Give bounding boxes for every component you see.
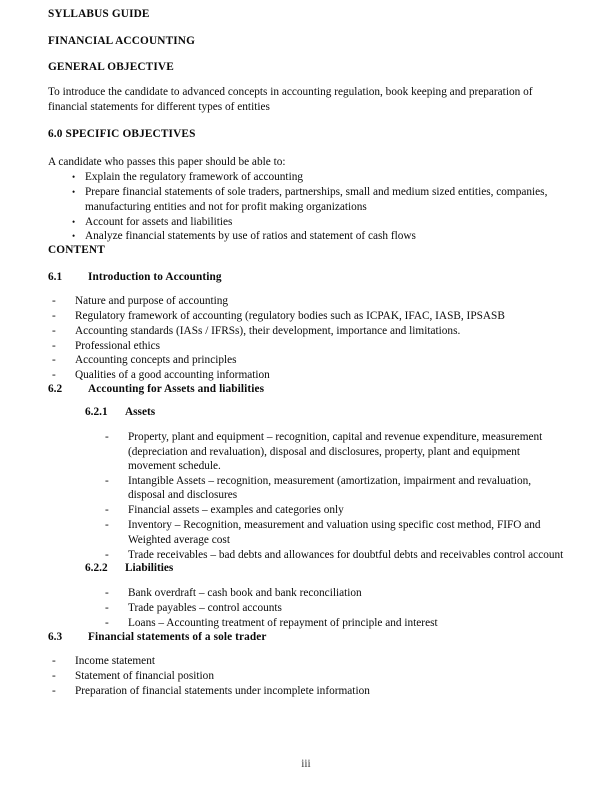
- bullet-dash-icon: -: [105, 548, 109, 561]
- list-item: [52, 294, 566, 308]
- subsection-heading: [48, 406, 566, 419]
- list-item-text: Trade payables – control accounts: [128, 602, 282, 615]
- subsection-title: Liabilities: [125, 562, 174, 575]
- list-item-text: Inventory – Recognition, measurement and valuation using specific cost method, FIFO and Weighted average cost: [128, 519, 541, 546]
- list-item: [52, 339, 566, 353]
- bullet-dash-icon: -: [105, 431, 109, 444]
- bullet-dash-icon: -: [52, 294, 56, 307]
- section-number: 6.1: [48, 270, 63, 283]
- document-title: SYLLABUS GUIDE: [48, 8, 150, 20]
- page-content: [48, 8, 566, 699]
- list-item: [52, 324, 566, 338]
- bullet-dot-icon: •: [72, 172, 76, 183]
- list-item: [52, 368, 566, 382]
- section-heading: [48, 383, 566, 396]
- list-item: [52, 309, 566, 323]
- list-item: [105, 430, 566, 473]
- list-item-text: Preparation of financial statements under incomplete information: [75, 684, 370, 697]
- bullet-dash-icon: -: [105, 617, 109, 630]
- list-item-text: Financial assets – examples and categories only: [128, 504, 344, 517]
- list-item: [105, 586, 566, 600]
- list-item: [52, 654, 566, 668]
- bullet-dot-icon: •: [72, 231, 76, 242]
- bullet-dash-icon: -: [52, 684, 56, 697]
- content-heading: CONTENT: [48, 244, 105, 257]
- subsection-number: 6.2.2: [85, 562, 108, 575]
- list-item-text: Income statement: [75, 655, 155, 668]
- subsection-title: Assets: [125, 406, 156, 419]
- general-objective-heading: GENERAL OBJECTIVE: [48, 61, 174, 73]
- section-title: Accounting for Assets and liabilities: [88, 383, 265, 396]
- section-title: Introduction to Accounting: [88, 270, 222, 283]
- list-item-text: Intangible Assets – recognition, measurement (amortization, impairment and revaluation, disposal and disclosures: [128, 474, 532, 502]
- list-item: [52, 669, 566, 683]
- list-item-text: Trade receivables – bad debts and allowances for doubtful debts and receivables control account: [128, 548, 564, 561]
- list-item-text: Accounting standards (IASs / IFRSs), their development, importance and limitations.: [75, 324, 461, 337]
- list-item: [72, 229, 566, 243]
- section-item-list: [48, 294, 566, 383]
- list-item: [105, 474, 566, 503]
- list-item: [72, 170, 566, 184]
- list-item-text: Nature and purpose of accounting: [75, 294, 229, 307]
- section-heading: [48, 271, 566, 284]
- subsection-item-list: [48, 586, 566, 630]
- subsection-item-list: [48, 430, 566, 562]
- list-item-text: Prepare financial statements of sole traders, partnerships, small and medium sized entities, companies, manufacturing entities and not for profit making organizations: [85, 186, 548, 213]
- bullet-dash-icon: -: [105, 602, 109, 615]
- subsection-number: 6.2.1: [85, 406, 108, 419]
- subsection-heading: [48, 562, 566, 575]
- bullet-dash-icon: -: [52, 324, 56, 337]
- specific-objectives-lead: A candidate who passes this paper should be able to:: [48, 155, 286, 168]
- list-item: [52, 684, 566, 698]
- bullet-dash-icon: -: [52, 670, 56, 683]
- bullet-dash-icon: -: [105, 519, 109, 532]
- list-item-text: Qualities of a good accounting information: [75, 369, 270, 382]
- list-item: [72, 185, 566, 214]
- list-item: [105, 616, 566, 630]
- section-item-list: [48, 654, 566, 698]
- specific-objectives-heading: 6.0 SPECIFIC OBJECTIVES: [48, 128, 196, 141]
- list-item-text: Analyze financial statements by use of ratios and statement of cash flows: [85, 230, 416, 243]
- subject-heading: FINANCIAL ACCOUNTING: [48, 34, 196, 47]
- list-item: [105, 601, 566, 615]
- bullet-dash-icon: -: [105, 587, 109, 600]
- list-item-text: Regulatory framework of accounting (regulatory bodies such as ICPAK, IFAC, IASB, IPSASB: [75, 309, 505, 322]
- list-item-text: Accounting concepts and principles: [75, 354, 237, 367]
- list-item-text: Account for assets and liabilities: [85, 215, 233, 228]
- list-item: [105, 503, 566, 517]
- page-number: iii: [301, 758, 311, 770]
- list-item: [105, 548, 566, 562]
- section-number: 6.2: [48, 383, 63, 396]
- bullet-dash-icon: -: [105, 504, 109, 517]
- bullet-dash-icon: -: [105, 474, 109, 487]
- bullet-dash-icon: -: [52, 655, 56, 668]
- bullet-dash-icon: -: [52, 369, 56, 382]
- section-title: Financial statements of a sole trader: [88, 631, 267, 644]
- list-item: [105, 518, 566, 547]
- list-item-text: Property, plant and equipment – recognition, capital and revenue expenditure, measurement (depreciation and revaluation), disposal and disclosures, property, plant and equipment movement schedule.: [128, 431, 543, 473]
- section-heading: [48, 631, 566, 644]
- bullet-dash-icon: -: [52, 309, 56, 322]
- list-item-text: Bank overdraft – cash book and bank reconciliation: [128, 587, 362, 600]
- list-item-text: Loans – Accounting treatment of repayment of principle and interest: [128, 617, 438, 630]
- list-item: [72, 215, 566, 229]
- bullet-dash-icon: -: [52, 354, 56, 367]
- bullet-dot-icon: •: [72, 216, 76, 227]
- list-item: [52, 353, 566, 367]
- list-item-text: Explain the regulatory framework of accounting: [85, 171, 304, 184]
- section-number: 6.3: [48, 631, 63, 644]
- list-item-text: Statement of financial position: [75, 670, 214, 683]
- bullet-dash-icon: -: [52, 339, 56, 352]
- list-item-text: Professional ethics: [75, 339, 161, 352]
- general-objective-text: To introduce the candidate to advanced concepts in accounting regulation, book keeping and preparation of financial statements for different types of entities: [48, 86, 533, 113]
- specific-objectives-list: [48, 170, 566, 244]
- sections-container: [48, 271, 566, 699]
- bullet-dot-icon: •: [72, 187, 76, 198]
